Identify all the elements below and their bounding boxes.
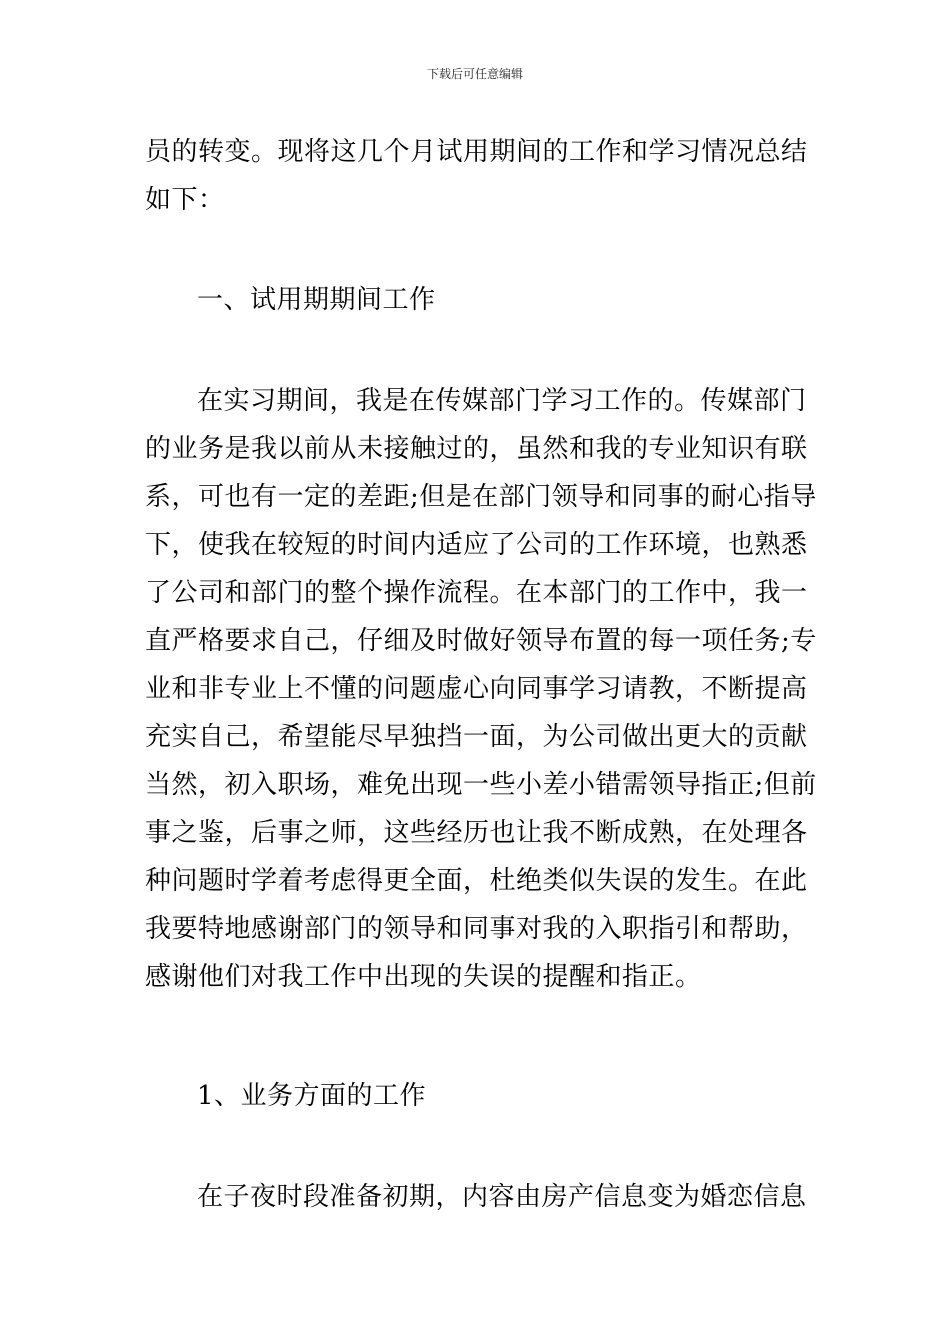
body-paragraph <box>145 1173 810 1221</box>
text-line: 系，可也有一定的差距;但是在部门领导和同事的耐心指导 <box>145 482 817 512</box>
text-line: 充实自己，希望能尽早独挡一面，为公司做出更大的贡献 <box>145 722 808 752</box>
text-line: 业和非专业上不懂的问题虚心向同事学习请教，不断提高 <box>145 674 808 704</box>
subsection-heading: 1、业务方面的工作 <box>197 1081 427 1111</box>
text-line: 我要特地感谢部门的领导和同事对我的入职指引和帮助， <box>145 914 808 944</box>
text-line: 员的转变。现将这几个月试用期间的工作和学习情况总结 <box>145 137 808 167</box>
text-line: 感谢他们对我工作中出现的失误的提醒和指正。 <box>145 962 702 992</box>
text-line: 了公司和部门的整个操作流程。在本部门的工作中，我一 <box>145 578 808 608</box>
text-line: 在实习期间，我是在传媒部门学习工作的。传媒部门 <box>197 386 807 416</box>
text-line: 当然，初入职场，难免出现一些小差小错需领导指正;但前 <box>145 770 817 800</box>
text-line: 下，使我在较短的时间内适应了公司的工作环境，也熟悉 <box>145 530 808 560</box>
page-header: 下载后可任意编辑 <box>426 67 523 81</box>
section-heading: 一、试用期期间工作 <box>197 285 436 315</box>
text-line: 的业务是我以前从未接触过的，虽然和我的专业知识有联 <box>145 434 808 464</box>
text-line: 直严格要求自己，仔细及时做好领导布置的每一项任务;专 <box>145 626 817 656</box>
intro-paragraph <box>145 128 810 224</box>
body-paragraph <box>145 377 817 1001</box>
text-line: 事之鉴，后事之师，这些经历也让我不断成熟，在处理各 <box>145 818 808 848</box>
text-line: 种问题时学着考虑得更全面，杜绝类似失误的发生。在此 <box>145 866 808 896</box>
text-line: 在子夜时段准备初期，内容由房产信息变为婚恋信息 <box>197 1182 807 1212</box>
text-line: 如下： <box>145 185 225 215</box>
